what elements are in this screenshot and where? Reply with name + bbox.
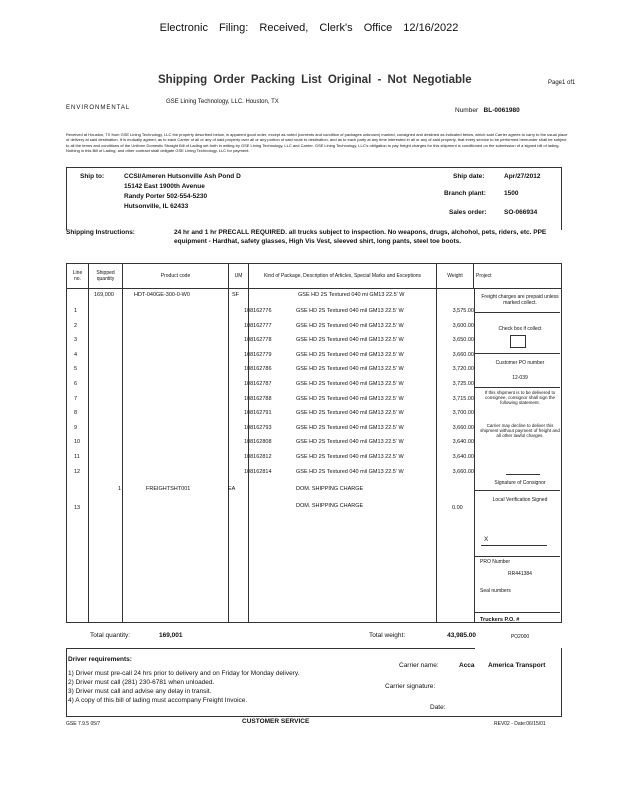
roll-desc: GSE HD 2S Textured 040 mil GM13 22.5' W [296,395,404,402]
roll-line: 4 [74,351,78,358]
divider [436,288,437,622]
roll-number: 108162786 [244,366,272,373]
roll-desc: GSE HD 2S Textured 040 mil GM13 22.5' W [296,424,404,431]
footer-customer-service: CUSTOMER SERVICE [242,718,310,725]
roll-desc: GSE HD 2S Textured 040 mil GM13 22.5' W [296,322,404,329]
pro-label: PRO Number [480,559,511,565]
number-label: Number [455,107,479,114]
bill-number [455,107,520,114]
signature-x: X [484,536,489,543]
document-title: Shipping Order Packing List Original - Not Negotiable [158,74,472,86]
collect-label: Check box if collect [498,326,542,332]
roll-number: 108162778 [244,337,272,344]
col-qty: Shipped quantity [89,264,123,288]
seal-label: Seal numbers [480,588,511,594]
carrier-note: Carrier may decline to deliver this shipment without payment of freight and all other lawful charges. [480,423,560,438]
col-line: Line no. [67,264,89,288]
roll-line: 9 [74,424,78,431]
total-weight-label: Total weight: [369,632,406,639]
roll-weight: 3,660.00 [452,424,474,431]
roll-line: 8 [74,410,78,417]
table-header [66,263,562,289]
roll-number: 108162776 [244,308,272,314]
divider [475,312,560,313]
roll-weight: 3,725.00 [452,381,474,387]
footer-form-id: GSE 7.9.5 05/7 [66,721,101,727]
divider [475,490,560,491]
roll-line: 7 [74,395,78,402]
roll-number: 108162793 [244,424,272,431]
signature-line [481,545,547,546]
company-name: GSE Lining Technology, LLC. Houston, TX [166,99,279,105]
roll-line: 2 [74,322,78,329]
divider [474,288,475,622]
roll-weight: 3,700.00 [452,410,474,417]
roll-line: 3 [74,337,78,344]
po-value: 12-039 [512,375,528,381]
col-um: UM [229,264,249,288]
roll-number: 108162777 [244,322,272,329]
page-indicator: Page1 of1 [548,80,576,86]
freight-note: Freight charges are prepaid unless marked collect. [481,294,559,306]
roll-number: 108162808 [244,439,272,446]
ship-to-name: CCSI/Ameren Hutsonville Ash Pond D [124,173,241,180]
item-qty: 169,000 [94,292,114,298]
driver-req-2: 2) Driver must call (281) 230-6781 when unloaded. [68,679,215,686]
roll-number: 108162788 [244,395,272,402]
collect-checkbox[interactable] [510,335,526,348]
roll-weight: 3,600.00 [452,322,474,329]
local-verification: Local Verification Signed [492,497,548,503]
filing-stamp: Electronic Filing: Received, Clerk's Office 12/16/2022 [159,22,459,34]
roll-line: 12 [74,468,81,475]
footer-revision: REV02 - Date:06/15/01 [494,721,546,727]
col-desc: Kind of Package, Description of Articles, Special Marks and Exceptions [249,264,437,288]
total-qty-label: Total quantity: [90,632,131,639]
ship-to-street: 15142 East 1900th Avenue [124,183,205,190]
signature-line [506,474,540,475]
divider [475,353,560,354]
roll-number: 108162814 [244,468,272,475]
roll-weight: 3,650.00 [452,337,474,344]
carrier-name: Acca [459,662,475,669]
instructions-label: Shipping Instructions: [66,229,135,236]
freight-code: FREIGHTSHT001 [146,486,191,492]
roll-number: 108162787 [244,381,272,387]
fine-print: Received at Houston, TX from GSE Lining Technology, LLC the property described below, in apparent good order, except as noted (contents and condition of packages unknown) marked, consigned and destined as indicated below, which said Carrier agrees to carry to the usual place of delivery at said destination. It is mutually agreed, as to each Carrier of all or any of said property over all or any portion of said route to destination, and as to each party at any time interested in all or any of said property, that every service to be performed hereunder shall be subject to all the terms and conditions of the Uniform Domestic Straight Bill of Lading set forth in writing by GSE Lining Technology, LLC and Carrier. GSE Lining Technology, LLC's obligation to pay freight charges for this shipment is conditioned on the submission of a signed bill of lading. Nothing in this Bill of Lading, and other contract shall obligate GSE Lining Technology, LLC for payment. [66,132,568,154]
roll-weight: 3,660.00 [452,468,474,475]
roll-desc: GSE HD 2S Textured 040 mil GM13 22.5' W [296,468,404,475]
freight-desc: DOM. SHIPPING CHARGE [296,486,364,492]
divider [228,288,229,622]
roll-number: 108162779 [244,351,272,358]
roll-desc: GSE HD 2S Textured 040 mil GM13 22.5' W [296,410,404,417]
roll-number: 108162812 [244,454,272,460]
ship-date: Apr/27/2012 [504,173,541,180]
roll-desc: GSE HD 2S Textured 040 mil GM13 22.5' W [296,337,404,344]
instructions-text: 24 hr and 1 hr PRECALL REQUIRED. all trucks subject to inspection. No weapons, drugs, alchohol, pets, riders, etc. PPE equipment - Hardhat, safety glasses, High Vis Vest, sleeved shirt, long pants, steel toe boots. [174,229,547,245]
col-code: Product code [123,264,229,288]
driver-req-3: 3) Driver must call and advise any delay in transit. [68,688,212,695]
divider [122,288,123,622]
roll-line: 1 [74,308,78,314]
total-weight: 43,985.00 [447,632,476,639]
consignor-signature: Signature of Consignor [494,480,546,486]
divider [475,387,560,388]
roll-desc: GSE HD 2S Textured 040 mil GM13 22.5' W [296,351,404,358]
freight-um: EA [228,486,236,492]
roll-weight: 3,660.00 [452,351,474,358]
driver-req-4: 4) A copy of this bill of lading must accompany Freight Invoice. [68,697,248,704]
branch-value: 1500 [504,190,519,197]
col-project: Project [476,273,492,279]
roll-desc: GSE HD 2S Textured 040 mil GM13 22.5' W [296,439,404,446]
roll-desc: GSE HD 2S Textured 040 mil GM13 22.5' W [296,308,404,314]
sales-label: Sales order: [449,209,487,216]
shipment-note: If this shipment is to be delivered to consignee, consignor shall sign the following statement. [484,390,556,405]
truckers-value: PO2000 [510,634,530,640]
roll-number: 108162791 [244,410,272,417]
branch-label: Branch plant: [444,190,486,197]
roll-weight: 3,640.00 [452,454,474,460]
item-um: SF [232,292,240,298]
roll-line: 5 [74,366,78,373]
ship-date-label: Ship date: [453,173,485,180]
roll-weight: 3,575.00 [452,308,474,314]
item-code: HDT-040GE-300-0-W0 [134,292,190,298]
divider [88,288,89,622]
total-qty: 169,001 [159,632,183,639]
carrier-company: America Transport [488,662,546,669]
company-logo: ENVIRONMENTAL [66,105,131,111]
roll-weight: 3,715.00 [452,395,474,402]
roll-line: 10 [74,439,81,446]
roll-weight: 3,640.00 [452,439,474,446]
freight-qty: 1 [118,486,122,492]
divider [475,556,560,557]
truckers-label: Truckers P.O. # [480,617,520,623]
roll-desc: GSE HD 2S Textured 040 mil GM13 22.5' W [296,381,404,387]
number-value: BL-0061980 [483,107,520,114]
col-weight: Weight [437,264,474,288]
item-desc: GSE HD 2S Textured 040 mi GM13 22.5' W [298,292,405,298]
ship-to-contact: Randy Porter 502-554-5230 [124,193,208,200]
line13-no: 13 [74,505,81,511]
roll-line: 6 [74,381,78,387]
roll-weight: 3,720.00 [452,366,474,373]
po-label: Customer PO number [495,360,545,366]
line13-weight: 0.00 [452,505,463,511]
date-label: Date: [430,704,446,711]
roll-desc: GSE HD 2S Textured 040 mil GM13 22.5' W [296,366,404,373]
driver-label: Driver requirements: [68,656,132,663]
driver-req-1: 1) Driver must pre-call 24 hrs prior to delivery and on Friday for Monday delivery. [68,670,300,677]
carrier-label: Carrier name: [399,662,439,669]
roll-desc: GSE HD 2S Textured 040 mil GM13 22.5' W [296,454,404,460]
ship-to-city: Hutsonville, IL 62433 [124,203,189,210]
carrier-signature-label: Carrier signature: [385,683,436,690]
roll-line: 11 [74,454,80,460]
divider [475,612,560,613]
line13-desc: DOM. SHIPPING CHARGE [296,503,364,509]
sales-value: SO-066934 [504,209,538,216]
pro-value: RR441384 [508,571,532,577]
ship-to-label: Ship to: [80,173,105,180]
